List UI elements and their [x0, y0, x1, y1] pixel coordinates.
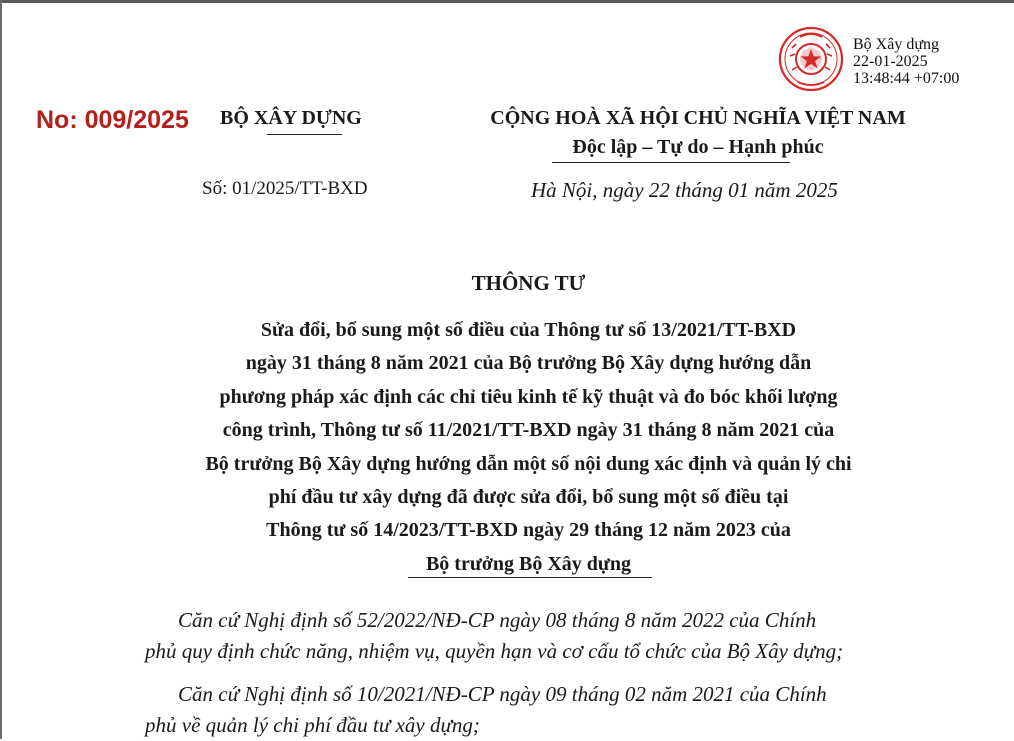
basis-line: Căn cứ Nghị định số 52/2022/NĐ-CP ngày 08 tháng 8 năm 2022 của Chính	[178, 608, 817, 632]
document-subject	[0, 314, 1014, 581]
page-top-border	[0, 0, 1014, 3]
subject-line: Bộ trưởng Bộ Xây dựng hướng dẫn một số nội dung xác định và quản lý chi	[205, 452, 852, 475]
document-number-label: No: 009/2025	[36, 106, 189, 134]
digital-signature-info	[853, 36, 959, 87]
subject-line: phương pháp xác định các chỉ tiêu kinh tế kỹ thuật và đo bóc khối lượng	[219, 385, 838, 408]
subject-underline	[408, 577, 652, 578]
subject-line: Bộ trưởng Bộ Xây dựng	[425, 552, 632, 575]
place-and-date: Hà Nội, ngày 22 tháng 01 năm 2025	[531, 178, 838, 202]
basis-line: phủ về quản lý chi phí đầu tư xây dựng;	[145, 713, 480, 737]
national-title: CỘNG HOÀ XÃ HỘI CHỦ NGHĨA VIỆT NAM	[490, 107, 906, 129]
legal-basis-paragraph	[145, 679, 945, 741]
reference-number: Số: 01/2025/TT-BXD	[202, 178, 368, 199]
basis-line: phủ quy định chức năng, nhiệm vụ, quyền hạn và cơ cấu tổ chức của Bộ Xây dựng;	[145, 639, 844, 663]
national-motto: Độc lập – Tự do – Hạnh phúc	[572, 136, 824, 158]
ministry-underline	[267, 134, 342, 135]
subject-line: Sửa đổi, bổ sung một số điều của Thông tư số 13/2021/TT-BXD	[260, 319, 797, 341]
signature-signer: Bộ Xây dựng	[853, 36, 939, 53]
subject-line: Thông tư số 14/2023/TT-BXD ngày 29 tháng 12 năm 2023 của	[266, 519, 791, 542]
motto-underline	[552, 162, 790, 163]
signature-time: 13:48:44 +07:00	[853, 70, 960, 87]
legal-basis-paragraph	[145, 605, 945, 667]
subject-line: công trình, Thông tư số 11/2021/TT-BXD ngày 31 tháng 8 năm 2021 của	[222, 419, 835, 442]
signature-date: 22-01-2025	[853, 53, 928, 70]
issuing-ministry: BỘ XÂY DỰNG	[220, 107, 362, 129]
basis-line: Căn cứ Nghị định số 10/2021/NĐ-CP ngày 09 tháng 02 năm 2021 của Chính	[178, 682, 827, 706]
subject-line: phí đầu tư xây dựng đã được sửa đổi, bổ sung một số điều tại	[268, 486, 789, 509]
document-type-title: THÔNG TƯ	[471, 271, 586, 295]
subject-line: ngày 31 tháng 8 năm 2021 của Bộ trưởng Bộ Xây dựng hướng dẫn	[245, 352, 812, 375]
official-seal-icon	[778, 26, 844, 92]
